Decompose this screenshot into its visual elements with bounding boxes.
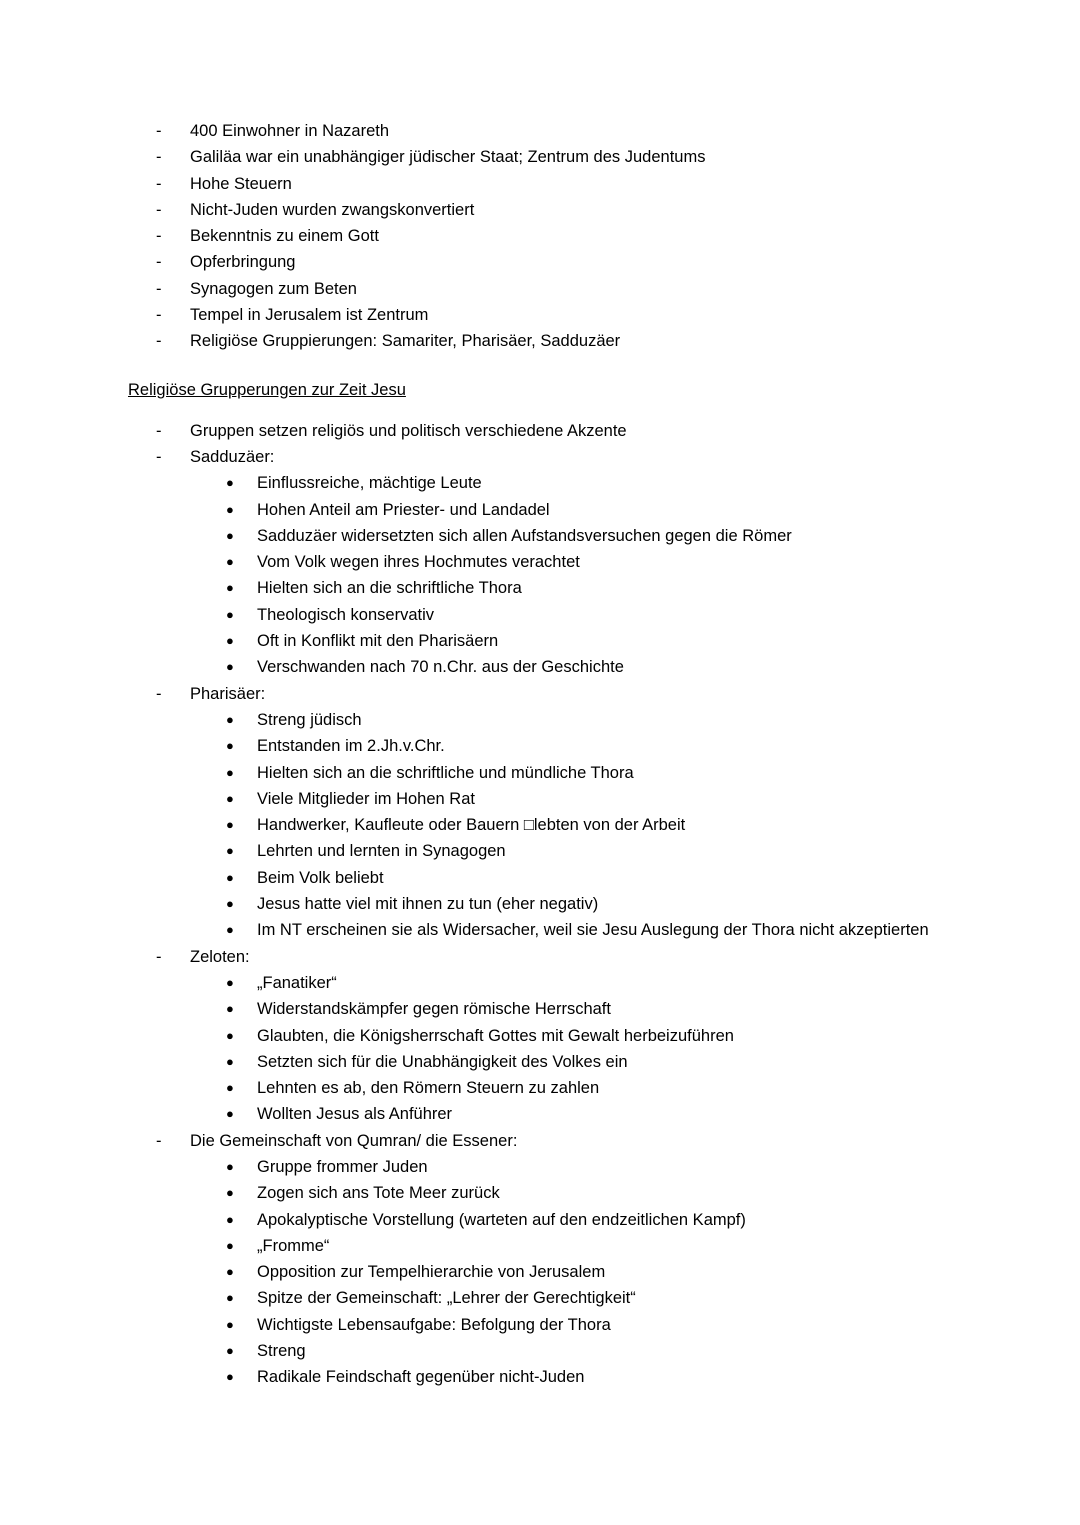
intro-list xyxy=(128,118,950,355)
bullet-marker: ● xyxy=(226,764,234,780)
list-item-label: Pharisäer: xyxy=(190,684,266,703)
bullet-marker: ● xyxy=(226,1053,234,1069)
sub-list-item xyxy=(190,628,950,654)
sub-list-item-label: Widerstandskämpfer gegen römische Herrschaft xyxy=(257,1000,611,1019)
sub-list-item-label: Hohen Anteil am Priester- und Landadel xyxy=(257,500,550,519)
sub-list-item xyxy=(190,707,950,733)
sub-list-item-label: Lehrten und lernten in Synagogen xyxy=(257,842,506,861)
sub-list-item xyxy=(190,497,950,523)
sub-list-item xyxy=(190,1075,950,1101)
bullet-marker: ● xyxy=(226,659,234,675)
sub-list-item xyxy=(190,1101,950,1127)
sub-list-item-label: Im NT erscheinen sie als Widersacher, weil sie Jesu Auslegung der Thora nicht akzeptierten xyxy=(257,921,929,940)
bullet-marker: ● xyxy=(226,843,234,859)
sub-list-item-label: Viele Mitglieder im Hohen Rat xyxy=(257,789,475,808)
section-sub-list xyxy=(190,707,950,944)
sub-list-item-label: Hielten sich an die schriftliche Thora xyxy=(257,579,522,598)
list-item-label: Hohe Steuern xyxy=(190,174,292,193)
sub-list-item xyxy=(190,470,950,496)
list-item-label: 400 Einwohner in Nazareth xyxy=(190,122,390,140)
sub-list-item xyxy=(190,917,950,943)
dash-marker: - xyxy=(156,148,162,167)
sub-list-item-label: Gruppe frommer Juden xyxy=(257,1157,428,1176)
sub-list-item-label: Lehnten es ab, den Römern Steuern zu zahlen xyxy=(257,1079,600,1098)
list-item-label: Religiöse Gruppierungen: Samariter, Pharisäer, Sadduzäer xyxy=(190,332,621,351)
sub-list-item-label: „Fanatiker“ xyxy=(257,973,337,992)
sub-list-item xyxy=(190,838,950,864)
dash-marker: - xyxy=(156,253,162,272)
dash-marker: - xyxy=(156,947,162,966)
section-item xyxy=(128,418,950,444)
sub-list-item xyxy=(190,1207,950,1233)
sub-list-item xyxy=(190,891,950,917)
list-item-label: Synagogen zum Beten xyxy=(190,279,357,298)
sub-list-item xyxy=(190,1285,950,1311)
bullet-marker: ● xyxy=(226,817,234,833)
sub-list-item xyxy=(190,575,950,601)
bullet-marker: ● xyxy=(226,922,234,938)
sub-list-item xyxy=(190,1338,950,1364)
bullet-marker: ● xyxy=(226,1001,234,1017)
dash-marker: - xyxy=(156,200,162,219)
sub-list-item xyxy=(190,812,950,838)
list-item-label: Zeloten: xyxy=(190,947,250,966)
list-item xyxy=(128,276,950,302)
dash-marker: - xyxy=(156,227,162,246)
list-item xyxy=(128,171,950,197)
sub-list-item xyxy=(190,970,950,996)
list-item-label: Galiläa war ein unabhängiger jüdischer Staat; Zentrum des Judentums xyxy=(190,148,706,167)
bullet-marker: ● xyxy=(226,1369,234,1385)
sections-list xyxy=(128,418,950,1391)
sub-list-item xyxy=(190,654,950,680)
sub-list-item xyxy=(190,523,950,549)
sub-list-item xyxy=(190,996,950,1022)
dash-marker: - xyxy=(156,332,162,351)
section-item xyxy=(128,944,950,1128)
sub-list-item-label: Oft in Konflikt mit den Pharisäern xyxy=(257,632,499,651)
sub-list-item-label: Beim Volk beliebt xyxy=(257,868,384,887)
bullet-marker: ● xyxy=(226,974,234,990)
sub-list-item xyxy=(190,1180,950,1206)
list-item-label: Sadduzäer: xyxy=(190,447,275,466)
list-item xyxy=(128,249,950,275)
section-sub-list xyxy=(190,470,950,680)
sub-list-item-label: Spitze der Gemeinschaft: „Lehrer der Gerechtigkeit“ xyxy=(257,1289,636,1308)
sub-list-item xyxy=(190,1049,950,1075)
bullet-marker: ● xyxy=(226,501,234,517)
list-item-label: Opferbringung xyxy=(190,253,296,272)
bullet-marker: ● xyxy=(226,1343,234,1359)
list-item xyxy=(128,223,950,249)
bullet-marker: ● xyxy=(226,869,234,885)
sub-list-item xyxy=(190,1233,950,1259)
dash-marker: - xyxy=(156,684,162,703)
sub-list-item xyxy=(190,1154,950,1180)
sub-list-item-label: Sadduzäer widersetzten sich allen Aufstandsversuchen gegen die Römer xyxy=(257,526,792,545)
sub-list-item-label: Wollten Jesus als Anführer xyxy=(257,1105,453,1124)
list-item-label: Tempel in Jerusalem ist Zentrum xyxy=(190,306,429,325)
bullet-marker: ● xyxy=(226,633,234,649)
sub-list-item-label: Radikale Feindschaft gegenüber nicht-Juden xyxy=(257,1368,585,1387)
sub-list-item-label: Streng xyxy=(257,1342,306,1361)
bullet-marker: ● xyxy=(226,1264,234,1280)
sub-list-item-label: Zogen sich ans Tote Meer zurück xyxy=(257,1184,500,1203)
sub-list-item xyxy=(190,1259,950,1285)
list-item xyxy=(128,197,950,223)
sub-list-item-label: Theologisch konservativ xyxy=(257,605,435,624)
dash-marker: - xyxy=(156,306,162,325)
bullet-marker: ● xyxy=(226,896,234,912)
bullet-marker: ● xyxy=(226,580,234,596)
sub-list-item-label: Handwerker, Kaufleute oder Bauern □lebten von der Arbeit xyxy=(257,816,686,835)
bullet-marker: ● xyxy=(226,711,234,727)
sub-list-item xyxy=(190,786,950,812)
sub-list-item-label: Vom Volk wegen ihres Hochmutes verachtet xyxy=(257,553,580,572)
sub-list-item-label: Jesus hatte viel mit ihnen zu tun (eher negativ) xyxy=(257,895,599,914)
sub-list-item xyxy=(190,1312,950,1338)
bullet-marker: ● xyxy=(226,1158,234,1174)
bullet-marker: ● xyxy=(226,1316,234,1332)
section-item xyxy=(128,444,950,681)
list-item xyxy=(128,144,950,170)
dash-marker: - xyxy=(156,174,162,193)
sub-list-item-label: Streng jüdisch xyxy=(257,710,362,729)
page-title: Religiöse Grupperungen zur Zeit Jesu xyxy=(128,380,406,399)
bullet-marker: ● xyxy=(226,527,234,543)
sub-list-item xyxy=(190,602,950,628)
list-item-label: Die Gemeinschaft von Qumran/ die Essener: xyxy=(190,1131,518,1150)
list-item xyxy=(128,118,950,144)
bullet-marker: ● xyxy=(226,1106,234,1122)
list-item xyxy=(128,302,950,328)
dash-marker: - xyxy=(156,279,162,298)
sub-list-item xyxy=(190,865,950,891)
bullet-marker: ● xyxy=(226,1185,234,1201)
dash-marker: - xyxy=(156,122,162,140)
sub-list-item-label: Setzten sich für die Unabhängigkeit des Volkes ein xyxy=(257,1052,628,1071)
bullet-marker: ● xyxy=(226,1027,234,1043)
section-item xyxy=(128,1128,950,1391)
dash-marker: - xyxy=(156,447,162,466)
sub-list-item-label: Wichtigste Lebensaufgabe: Befolgung der Thora xyxy=(257,1315,611,1334)
sub-list-item-label: Hielten sich an die schriftliche und mündliche Thora xyxy=(257,763,634,782)
sub-list-item-label: Glaubten, die Königsherrschaft Gottes mit Gewalt herbeizuführen xyxy=(257,1026,734,1045)
sub-list-item-label: Opposition zur Tempelhierarchie von Jerusalem xyxy=(257,1263,606,1282)
sub-list-item-label: Einflussreiche, mächtige Leute xyxy=(257,474,482,493)
section-sub-list xyxy=(190,970,950,1128)
bullet-marker: ● xyxy=(226,554,234,570)
sub-list-item xyxy=(190,1023,950,1049)
sub-list-item-label: Entstanden im 2.Jh.v.Chr. xyxy=(257,737,445,756)
list-item-label: Gruppen setzen religiös und politisch verschiedene Akzente xyxy=(190,421,627,440)
sub-list-item xyxy=(190,760,950,786)
bullet-marker: ● xyxy=(226,606,234,622)
sub-list-item xyxy=(190,1364,950,1390)
dash-marker: - xyxy=(156,421,162,440)
bullet-marker: ● xyxy=(226,1237,234,1253)
list-item xyxy=(128,328,950,354)
sub-list-item-label: Apokalyptische Vorstellung (warteten auf den endzeitlichen Kampf) xyxy=(257,1210,746,1229)
list-item-label: Nicht-Juden wurden zwangskonvertiert xyxy=(190,200,475,219)
bullet-marker: ● xyxy=(226,1290,234,1306)
sub-list-item-label: Verschwanden nach 70 n.Chr. aus der Geschichte xyxy=(257,658,624,677)
bullet-marker: ● xyxy=(226,1080,234,1096)
sub-list-item xyxy=(190,733,950,759)
dash-marker: - xyxy=(156,1131,162,1150)
bullet-marker: ● xyxy=(226,475,234,491)
list-item-label: Bekenntnis zu einem Gott xyxy=(190,227,379,246)
sub-list-item-label: „Fromme“ xyxy=(257,1236,330,1255)
document-body xyxy=(128,118,950,1391)
section-item xyxy=(128,681,950,944)
bullet-marker: ● xyxy=(226,738,234,754)
bullet-marker: ● xyxy=(226,790,234,806)
section-sub-list xyxy=(190,1154,950,1391)
sub-list-item xyxy=(190,549,950,575)
bullet-marker: ● xyxy=(226,1211,234,1227)
